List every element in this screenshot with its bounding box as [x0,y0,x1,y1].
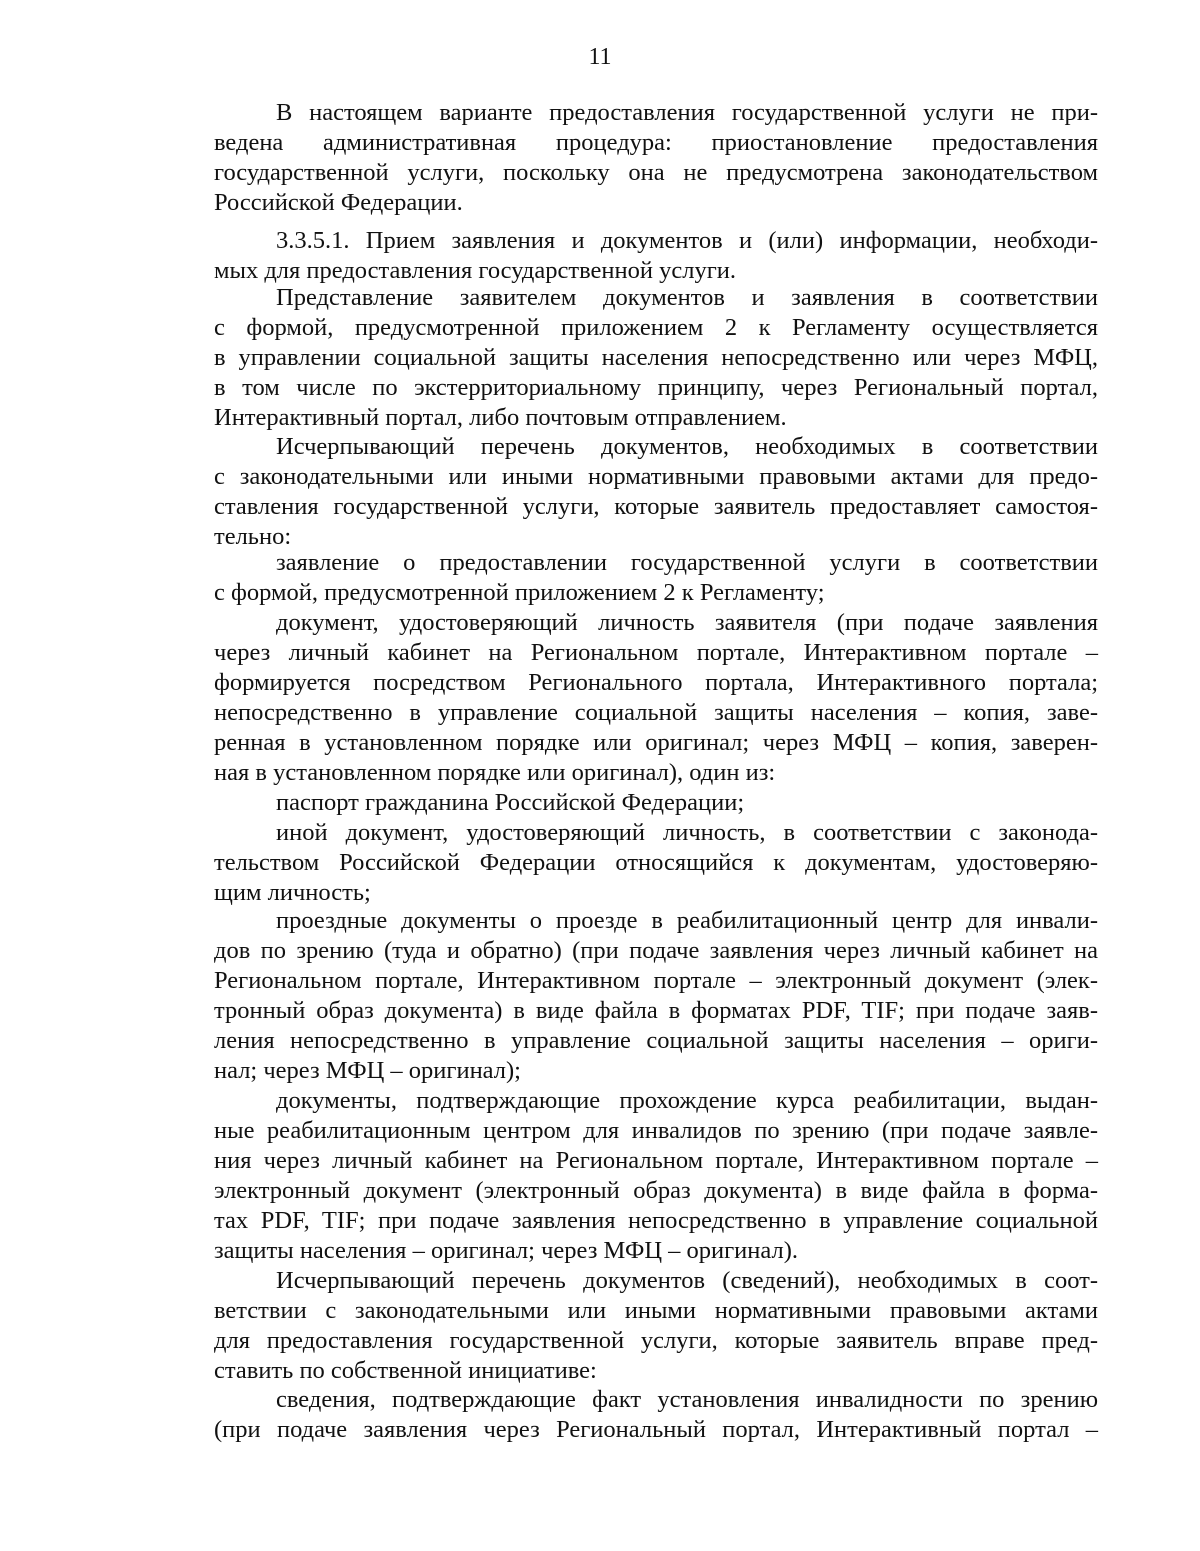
text-line: с формой, предусмотренной приложением 2 к Регламенту осуществляется [214,314,1098,341]
text-line: тельно: [214,523,292,550]
text-line: документ, удостоверяющий личность заявителя (при подаче заявления [276,609,1098,636]
text-line: Исчерпывающий перечень документов, необходимых в соответствии [276,433,1098,460]
text-line: иной документ, удостоверяющий личность, в соответствии с законода- [276,819,1098,846]
text-line: защиты населения – оригинал; через МФЦ – оригинал). [214,1237,798,1264]
text-line: с законодательными или иными нормативными правовыми актами для предо- [214,463,1098,490]
text-line: ренная в установленном порядке или оригинал; через МФЦ – копия, заверен- [214,729,1098,756]
text-line: ставления государственной услуги, которые заявитель предоставляет самостоя- [214,493,1098,520]
text-line: ведена административная процедура: приостановление предоставления [214,129,1098,156]
text-line: проездные документы о проезде в реабилитационный центр для инвали- [276,907,1098,934]
text-line: тронный образ документа) в виде файла в форматах PDF, TIF; при подаче заяв- [214,997,1098,1024]
text-line: щим личность; [214,879,371,906]
text-line: государственной услуги, поскольку она не предусмотрена законодательством [214,159,1098,186]
text-line: Представление заявителем документов и заявления в соответствии [276,284,1098,311]
text-line: Интерактивный портал, либо почтовым отправлением. [214,404,787,431]
text-line: нал; через МФЦ – оригинал); [214,1057,521,1084]
text-line: формируется посредством Регионального портала, Интерактивного портала; [214,669,1098,696]
text-line: с формой, предусмотренной приложением 2 к Регламенту; [214,579,825,606]
text-line: ные реабилитационным центром для инвалидов по зрению (при подаче заявле- [214,1117,1098,1144]
text-line: Российской Федерации. [214,189,463,216]
text-line: электронный документ (электронный образ документа) в виде файла в форма- [214,1177,1098,1204]
text-line: ставить по собственной инициативе: [214,1357,597,1384]
text-line: тах PDF, TIF; при подаче заявления непосредственно в управление социальной [214,1207,1098,1234]
text-line: заявление о предоставлении государственной услуги в соответствии [276,549,1098,576]
text-line: в управлении социальной защиты населения непосредственно или через МФЦ, [214,344,1098,371]
text-line: непосредственно в управление социальной защиты населения – копия, заве- [214,699,1098,726]
text-line: Региональном портале, Интерактивном портале – электронный документ (элек- [214,967,1098,994]
text-line: для предоставления государственной услуги, которые заявитель вправе пред- [214,1327,1098,1354]
text-line: сведения, подтверждающие факт установления инвалидности по зрению [276,1386,1098,1413]
text-line: в том числе по экстерриториальному принципу, через Региональный портал, [214,374,1098,401]
text-line: (при подаче заявления через Региональный портал, Интерактивный портал – [214,1416,1098,1443]
text-line: дов по зрению (туда и обратно) (при подаче заявления через личный кабинет на [214,937,1098,964]
text-line: документы, подтверждающие прохождение курса реабилитации, выдан- [276,1087,1098,1114]
text-line: тельством Российской Федерации относящийся к документам, удостоверяю- [214,849,1098,876]
text-line: ления непосредственно в управление социальной защиты населения – ориги- [214,1027,1098,1054]
text-line: ния через личный кабинет на Региональном портале, Интерактивном портале – [214,1147,1098,1174]
text-line: ная в установленном порядке или оригинал), один из: [214,759,776,786]
text-line: паспорт гражданина Российской Федерации; [276,789,745,816]
text-line: В настоящем варианте предоставления государственной услуги не при- [276,99,1098,126]
text-line: через личный кабинет на Региональном портале, Интерактивном портале – [214,639,1098,666]
page-number: 11 [588,44,612,70]
text-line: 3.3.5.1. Прием заявления и документов и (или) информации, необходи- [276,227,1098,254]
text-line: ветствии с законодательными или иными нормативными правовыми актами [214,1297,1098,1324]
text-line: мых для предоставления государственной услуги. [214,257,737,284]
text-line: Исчерпывающий перечень документов (сведений), необходимых в соот- [276,1267,1098,1294]
